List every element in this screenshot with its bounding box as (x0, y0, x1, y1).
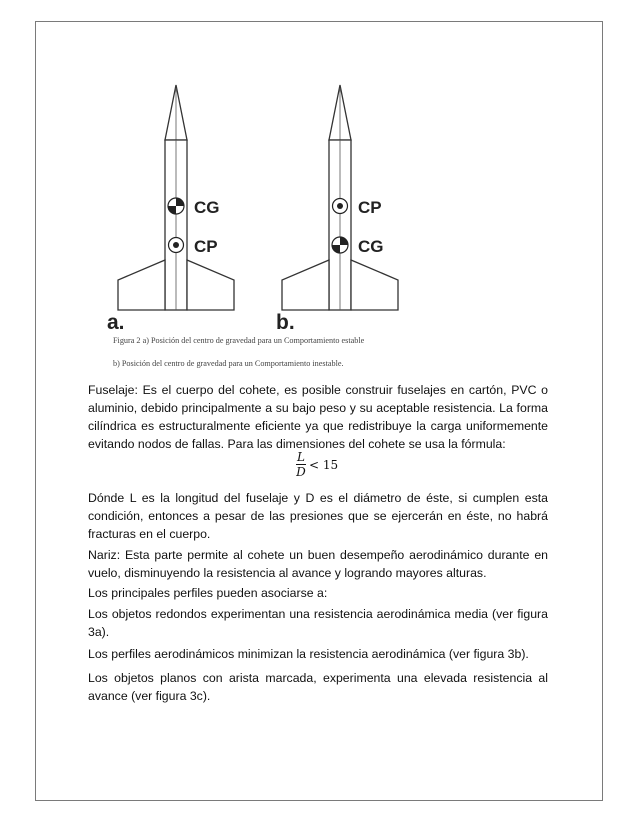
rocket-figure (105, 80, 405, 335)
rocket-a-label: a. (107, 311, 125, 334)
paragraph-redondos: Los objetos redondos experimentan una resistencia aerodinámica media (ver figura 3a). (88, 607, 548, 639)
paragraph-aerodinamicos: Los perfiles aerodinámicos minimizan la resistencia aerodinámica (ver figura 3b). (88, 647, 529, 661)
rocket-a-upper-label: CG (194, 198, 220, 217)
rocket-b-label: b. (276, 311, 295, 334)
formula-denominator: D (296, 465, 306, 479)
cg-marker-icon (332, 237, 348, 253)
paragraph-fuselaje: Fuselaje: Es el cuerpo del cohete, es posible construir fuselajes en cartón, PVC o aluminio, debido principalmente a su bajo peso y su aceptable resistencia. La forma cilíndrica es estructuralmente eficiente ya que redistribuye la carga uniformemente evitando nodos de fallas. Para las dimensiones del cohete se usa la fórmula: (88, 383, 548, 451)
formula-numerator: L (297, 450, 305, 464)
rocket-diagram (105, 80, 405, 335)
figure-caption-line1: Figura 2 a) Posición del centro de gravedad para un Comportamiento estable (113, 336, 365, 345)
rocket-a (118, 85, 234, 310)
paragraph-donde: Dónde L es la longitud del fuselaje y D es el diámetro de éste, si cumplen esta condición, entonces a pesar de las presiones que se ejercerán en éste, no habrá fracturas en el cuerpo. (88, 491, 548, 541)
cg-marker-icon (168, 198, 184, 214)
cp-marker-icon (333, 199, 348, 214)
formula-fraction (296, 450, 306, 479)
formula (296, 450, 338, 479)
figure-caption-line2: b) Posición del centro de gravedad para un Comportamiento inestable. (113, 359, 344, 368)
paragraph-perfiles: Los principales perfiles pueden asociarse a: (88, 586, 328, 600)
paragraph-nariz: Nariz: Esta parte permite al cohete un buen desempeño aerodinámico durante en vuelo, disminuyendo la resistencia al avance y logrando mayores alturas. (88, 548, 548, 580)
rocket-b-upper-label: CP (358, 198, 382, 217)
rocket-a-lower-label: CP (194, 237, 218, 256)
cp-marker-icon (169, 238, 184, 253)
rocket-b (282, 85, 398, 310)
rocket-b-lower-label: CG (358, 237, 384, 256)
formula-relation: < 15 (308, 457, 339, 472)
paragraph-planos: Los objetos planos con arista marcada, experimenta una elevada resistencia al avance (ver figura 3c). (88, 671, 548, 703)
